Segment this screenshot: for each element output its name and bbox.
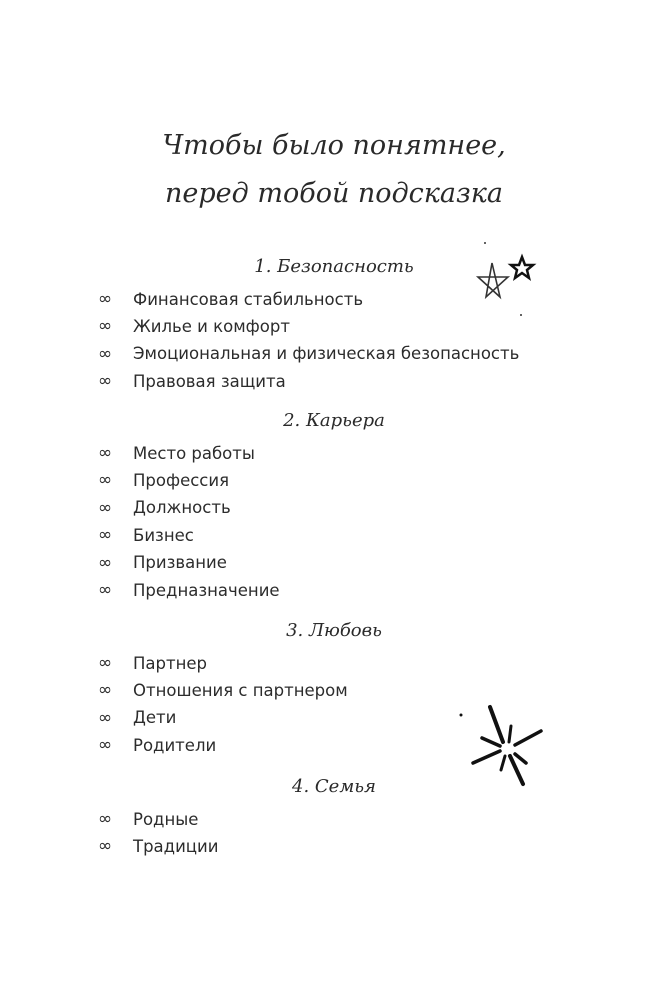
infinity-bullet-icon: ∞: [98, 525, 113, 546]
section-heading: 4. Семья: [292, 776, 376, 797]
title-line-2: перед тобой подсказка: [165, 178, 503, 209]
infinity-bullet-icon: ∞: [98, 470, 113, 491]
list-item: [98, 316, 290, 336]
list-item-text: Правовая защита: [133, 371, 286, 391]
infinity-bullet-icon: ∞: [98, 680, 113, 701]
list-item: [98, 470, 229, 490]
list-item: [98, 708, 176, 728]
list-item-text: Эмоциональная и физическая безопасность: [133, 344, 520, 364]
list-item: [98, 836, 218, 856]
infinity-bullet-icon: ∞: [98, 371, 113, 392]
list-item-text: Призвание: [133, 553, 227, 573]
infinity-bullet-icon: ∞: [98, 316, 113, 337]
section-heading: 1. Безопасность: [254, 256, 414, 277]
section-heading: 2. Карьера: [283, 410, 385, 431]
page-title: [0, 122, 668, 218]
infinity-bullet-icon: ∞: [98, 580, 113, 600]
list-item: [98, 371, 286, 391]
infinity-bullet-icon: ∞: [98, 289, 113, 309]
list-item-text: Профессия: [133, 470, 230, 490]
list-item: [98, 809, 198, 829]
list-item-text: Финансовая стабильность: [133, 289, 364, 309]
list-item: [98, 553, 227, 573]
title-line-1: Чтобы было понятнее,: [162, 130, 506, 161]
infinity-bullet-icon: ∞: [98, 735, 113, 756]
list-item: [98, 498, 231, 518]
infinity-bullet-icon: ∞: [98, 836, 113, 857]
infinity-bullet-icon: ∞: [98, 809, 113, 829]
infinity-bullet-icon: ∞: [98, 552, 113, 573]
list-item-text: Отношения с партнером: [133, 680, 348, 700]
list-item: [98, 525, 194, 545]
stars-icon: [470, 235, 540, 325]
list-item: [98, 344, 519, 364]
list-item: [98, 735, 216, 755]
infinity-bullet-icon: ∞: [98, 497, 113, 518]
list-item-text: Партнер: [133, 653, 208, 673]
list-item-text: Дети: [133, 708, 177, 728]
infinity-bullet-icon: ∞: [98, 443, 113, 463]
list-item-text: Предназначение: [133, 580, 280, 600]
list-item-text: Родители: [133, 735, 217, 755]
list-item: [98, 680, 348, 700]
sparkle-icon: [440, 690, 560, 800]
infinity-bullet-icon: ∞: [98, 707, 113, 728]
infinity-bullet-icon: ∞: [98, 343, 113, 364]
list-item: [98, 653, 207, 673]
list-item-text: Родные: [133, 809, 199, 829]
list-item-text: Жилье и комфорт: [133, 316, 290, 336]
list-item-text: Бизнес: [133, 525, 194, 545]
list-item-text: Место работы: [133, 443, 255, 463]
list-item-text: Должность: [133, 498, 231, 518]
list-item-text: Традиции: [133, 836, 219, 856]
list-item: [98, 580, 280, 600]
list-item: [98, 289, 363, 309]
list-item: [98, 443, 255, 463]
infinity-bullet-icon: ∞: [98, 653, 113, 673]
section-heading: 3. Любовь: [286, 620, 382, 641]
